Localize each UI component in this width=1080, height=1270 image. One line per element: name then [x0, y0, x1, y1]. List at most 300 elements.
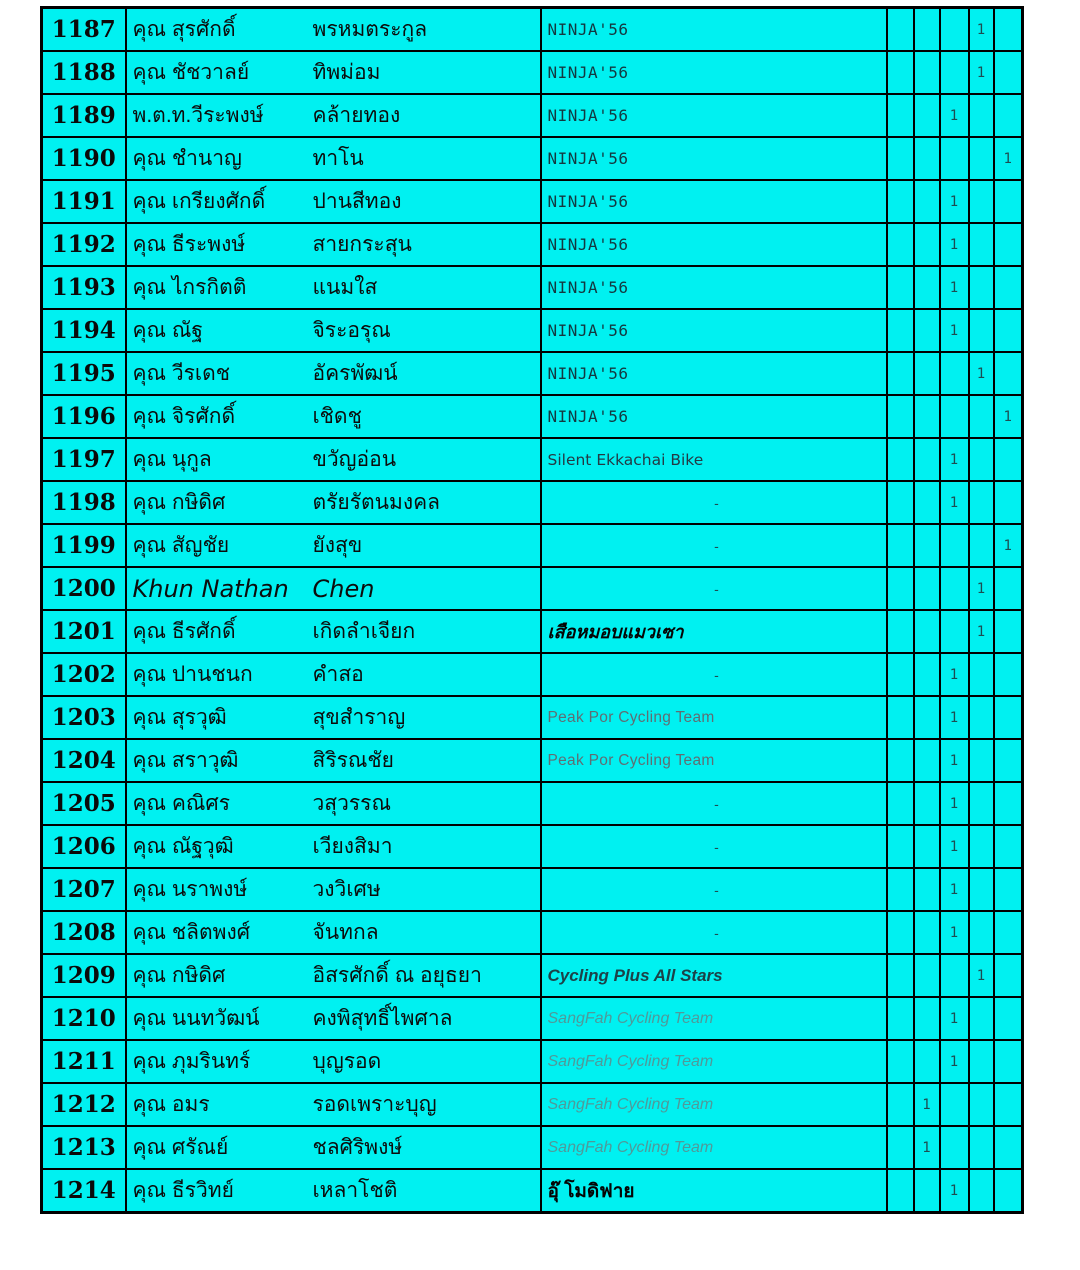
rider-id-cell: 1202 [42, 653, 126, 696]
mark-cell-1 [887, 180, 914, 223]
mark-cell-1 [887, 266, 914, 309]
rider-first-name: คุณ ชัชวาลย์ [132, 61, 250, 84]
mark-cell-1 [887, 137, 914, 180]
team-cell: - [541, 653, 887, 696]
mark-cell-3-marked: 1 [940, 1169, 969, 1213]
rider-name-cell [126, 696, 541, 739]
rider-id-cell: 1214 [42, 1169, 126, 1213]
rider-last-name: รอดเพราะบุญ [312, 1093, 437, 1116]
rider-name-cell [126, 1126, 541, 1169]
mark-cell-2 [914, 137, 940, 180]
rider-first-name: คุณ ภุมรินทร์ [132, 1050, 251, 1073]
mark-cell-5 [994, 266, 1023, 309]
rider-id-cell: 1191 [42, 180, 126, 223]
mark-cell-2 [914, 438, 940, 481]
mark-cell-4 [969, 266, 994, 309]
team-cell: SangFah Cycling Team [541, 1040, 887, 1083]
mark-cell-1 [887, 567, 914, 610]
table-row [42, 997, 1023, 1040]
mark-cell-1 [887, 610, 914, 653]
table-row [42, 137, 1023, 180]
rider-id-cell: 1200 [42, 567, 126, 610]
rider-id-cell: 1213 [42, 1126, 126, 1169]
rider-last-name: เชิดชู [312, 405, 362, 428]
rider-last-name: Chen [312, 574, 375, 603]
mark-cell-2 [914, 481, 940, 524]
rider-id-cell: 1196 [42, 395, 126, 438]
rider-first-name: คุณ ธีรศักดิ์ [132, 620, 236, 643]
team-cell: NINJA'56 [541, 137, 887, 180]
team-cell: SangFah Cycling Team [541, 1083, 887, 1126]
rider-name-cell [126, 825, 541, 868]
mark-cell-1 [887, 868, 914, 911]
rider-last-name: ขวัญอ่อน [312, 448, 397, 471]
mark-cell-4 [969, 481, 994, 524]
rider-last-name: เวียงสิมา [312, 835, 393, 858]
table-row [42, 352, 1023, 395]
team-cell: NINJA'56 [541, 352, 887, 395]
rider-name-cell [126, 395, 541, 438]
mark-cell-4 [969, 94, 994, 137]
rider-name-cell [126, 653, 541, 696]
mark-cell-4 [969, 696, 994, 739]
mark-cell-4 [969, 137, 994, 180]
mark-cell-4 [969, 223, 994, 266]
mark-cell-2 [914, 1169, 940, 1213]
mark-cell-2 [914, 954, 940, 997]
rider-last-name: ทาโน [312, 147, 364, 170]
mark-cell-4-marked: 1 [969, 610, 994, 653]
mark-cell-5 [994, 180, 1023, 223]
mark-cell-4-marked: 1 [969, 51, 994, 94]
mark-cell-2-marked: 1 [914, 1126, 940, 1169]
rider-first-name: คุณ สุรศักดิ์ [132, 18, 236, 41]
table-row [42, 481, 1023, 524]
mark-cell-5 [994, 739, 1023, 782]
mark-cell-2 [914, 911, 940, 954]
mark-cell-1 [887, 8, 914, 52]
rider-name-cell [126, 997, 541, 1040]
team-cell: SangFah Cycling Team [541, 997, 887, 1040]
rider-name-cell [126, 1083, 541, 1126]
team-cell: - [541, 868, 887, 911]
rider-id-cell: 1210 [42, 997, 126, 1040]
mark-cell-3-marked: 1 [940, 309, 969, 352]
mark-cell-2 [914, 739, 940, 782]
mark-cell-5 [994, 954, 1023, 997]
rider-name-cell [126, 481, 541, 524]
table-row [42, 696, 1023, 739]
rider-first-name: คุณ ชำนาญ [132, 147, 242, 170]
mark-cell-4 [969, 395, 994, 438]
mark-cell-5 [994, 825, 1023, 868]
rider-first-name: คุณ ณัฐวุฒิ [132, 835, 234, 858]
mark-cell-5 [994, 696, 1023, 739]
team-cell: NINJA'56 [541, 266, 887, 309]
mark-cell-5 [994, 352, 1023, 395]
rider-name-cell [126, 266, 541, 309]
rider-name-cell [126, 739, 541, 782]
rider-name-cell [126, 782, 541, 825]
mark-cell-4 [969, 1169, 994, 1213]
mark-cell-5 [994, 309, 1023, 352]
table-row [42, 524, 1023, 567]
table-row [42, 8, 1023, 52]
rider-id-cell: 1198 [42, 481, 126, 524]
rider-first-name: คุณ จิรศักดิ์ [132, 405, 236, 428]
mark-cell-4 [969, 180, 994, 223]
mark-cell-3 [940, 567, 969, 610]
table-row [42, 309, 1023, 352]
rider-first-name: Khun Nathan [132, 574, 289, 603]
mark-cell-5 [994, 997, 1023, 1040]
team-cell: - [541, 567, 887, 610]
team-cell: - [541, 825, 887, 868]
mark-cell-3-marked: 1 [940, 696, 969, 739]
mark-cell-3 [940, 1126, 969, 1169]
rider-first-name: คุณ ศรัณย์ [132, 1136, 229, 1159]
rider-name-cell [126, 8, 541, 52]
table-row [42, 739, 1023, 782]
mark-cell-4 [969, 868, 994, 911]
rider-last-name: อัครพัฒน์ [312, 362, 398, 385]
rider-first-name: คุณ กษิดิศ [132, 964, 226, 987]
rider-id-cell: 1208 [42, 911, 126, 954]
table-row [42, 911, 1023, 954]
table-row [42, 1126, 1023, 1169]
mark-cell-1 [887, 696, 914, 739]
mark-cell-2 [914, 1040, 940, 1083]
rider-last-name: พรหมตระกูล [312, 18, 428, 41]
rider-last-name: ปานสีทอง [312, 190, 402, 213]
table-row [42, 223, 1023, 266]
mark-cell-4 [969, 1126, 994, 1169]
table-row [42, 266, 1023, 309]
mark-cell-1 [887, 997, 914, 1040]
rider-id-cell: 1195 [42, 352, 126, 395]
mark-cell-4-marked: 1 [969, 567, 994, 610]
rider-last-name: จิระอรุณ [312, 319, 391, 342]
mark-cell-2 [914, 395, 940, 438]
mark-cell-3-marked: 1 [940, 782, 969, 825]
rider-name-cell [126, 610, 541, 653]
mark-cell-5-marked: 1 [994, 137, 1023, 180]
rider-id-cell: 1194 [42, 309, 126, 352]
rider-name-cell [126, 180, 541, 223]
mark-cell-4 [969, 739, 994, 782]
team-cell: - [541, 524, 887, 567]
rider-first-name: คุณ อมร [132, 1093, 210, 1116]
mark-cell-3 [940, 954, 969, 997]
mark-cell-2 [914, 782, 940, 825]
rider-name-cell [126, 954, 541, 997]
rider-id-cell: 1205 [42, 782, 126, 825]
mark-cell-4 [969, 1040, 994, 1083]
mark-cell-3-marked: 1 [940, 911, 969, 954]
rider-name-cell [126, 137, 541, 180]
mark-cell-4-marked: 1 [969, 8, 994, 52]
rider-id-cell: 1192 [42, 223, 126, 266]
rider-id-cell: 1203 [42, 696, 126, 739]
rider-last-name: ยังสุข [312, 534, 363, 557]
team-cell: SangFah Cycling Team [541, 1126, 887, 1169]
rider-first-name: คุณ วีรเดช [132, 362, 231, 385]
rider-name-cell [126, 309, 541, 352]
mark-cell-3-marked: 1 [940, 868, 969, 911]
roster-table [40, 6, 1024, 1214]
mark-cell-4 [969, 309, 994, 352]
team-cell: Cycling Plus All Stars [541, 954, 887, 997]
table-row [42, 567, 1023, 610]
mark-cell-4 [969, 438, 994, 481]
mark-cell-5 [994, 94, 1023, 137]
mark-cell-2 [914, 825, 940, 868]
mark-cell-3-marked: 1 [940, 1040, 969, 1083]
rider-name-cell [126, 567, 541, 610]
table-row [42, 51, 1023, 94]
rider-id-cell: 1187 [42, 8, 126, 52]
rider-id-cell: 1207 [42, 868, 126, 911]
mark-cell-4 [969, 782, 994, 825]
rider-last-name: บุญรอด [312, 1050, 382, 1073]
rider-name-cell [126, 868, 541, 911]
rider-last-name: อิสรศักดิ์ ณ อยุธยา [312, 964, 482, 987]
rider-first-name: คุณ นราพงษ์ [132, 878, 248, 901]
team-cell: NINJA'56 [541, 395, 887, 438]
table-row [42, 1169, 1023, 1213]
mark-cell-4 [969, 653, 994, 696]
mark-cell-3-marked: 1 [940, 825, 969, 868]
mark-cell-5 [994, 567, 1023, 610]
mark-cell-2 [914, 180, 940, 223]
mark-cell-5 [994, 1169, 1023, 1213]
mark-cell-1 [887, 653, 914, 696]
table-row [42, 868, 1023, 911]
mark-cell-5 [994, 8, 1023, 52]
rider-name-cell [126, 911, 541, 954]
mark-cell-1 [887, 309, 914, 352]
mark-cell-2 [914, 997, 940, 1040]
mark-cell-2 [914, 567, 940, 610]
mark-cell-2 [914, 223, 940, 266]
rider-last-name: วสุวรรณ [312, 792, 391, 815]
team-cell: NINJA'56 [541, 94, 887, 137]
rider-first-name: คุณ เกรียงศักดิ์ [132, 190, 266, 213]
rider-last-name: ทิพม่อม [312, 61, 381, 84]
rider-last-name: จันทกล [312, 921, 379, 944]
team-cell: Peak Por Cycling Team [541, 739, 887, 782]
mark-cell-1 [887, 524, 914, 567]
table-row [42, 180, 1023, 223]
rider-name-cell [126, 352, 541, 395]
rider-last-name: คงพิสุทธิ์ไพศาล [312, 1007, 453, 1030]
mark-cell-1 [887, 481, 914, 524]
mark-cell-5 [994, 223, 1023, 266]
rider-id-cell: 1209 [42, 954, 126, 997]
team-cell: Silent Ekkachai Bike [541, 438, 887, 481]
rider-last-name: สายกระสุน [312, 233, 412, 256]
rider-first-name: พ.ต.ท.วีระพงษ์ [132, 104, 264, 127]
team-cell: - [541, 782, 887, 825]
mark-cell-5 [994, 782, 1023, 825]
rider-id-cell: 1201 [42, 610, 126, 653]
mark-cell-4 [969, 1083, 994, 1126]
mark-cell-3 [940, 395, 969, 438]
mark-cell-2 [914, 352, 940, 395]
mark-cell-5 [994, 868, 1023, 911]
mark-cell-2-marked: 1 [914, 1083, 940, 1126]
rider-id-cell: 1204 [42, 739, 126, 782]
roster-table-body [42, 8, 1023, 1213]
mark-cell-2 [914, 8, 940, 52]
mark-cell-1 [887, 911, 914, 954]
rider-id-cell: 1212 [42, 1083, 126, 1126]
rider-name-cell [126, 1169, 541, 1213]
team-cell: เสือหมอบแมวเซา [541, 610, 887, 653]
mark-cell-3-marked: 1 [940, 94, 969, 137]
mark-cell-3-marked: 1 [940, 481, 969, 524]
mark-cell-5 [994, 610, 1023, 653]
mark-cell-5 [994, 653, 1023, 696]
rider-name-cell [126, 223, 541, 266]
mark-cell-4 [969, 825, 994, 868]
mark-cell-1 [887, 782, 914, 825]
mark-cell-3 [940, 51, 969, 94]
team-cell: NINJA'56 [541, 223, 887, 266]
rider-last-name: คำสอ [312, 663, 364, 686]
mark-cell-2 [914, 696, 940, 739]
table-row [42, 94, 1023, 137]
rider-first-name: คุณ ณัฐ [132, 319, 203, 342]
mark-cell-5 [994, 1083, 1023, 1126]
mark-cell-3-marked: 1 [940, 653, 969, 696]
mark-cell-2 [914, 266, 940, 309]
mark-cell-4 [969, 911, 994, 954]
roster-sheet [40, 6, 1024, 1214]
rider-id-cell: 1190 [42, 137, 126, 180]
mark-cell-1 [887, 352, 914, 395]
team-cell: - [541, 911, 887, 954]
rider-name-cell [126, 51, 541, 94]
rider-last-name: สิริรณชัย [312, 749, 394, 772]
rider-name-cell [126, 524, 541, 567]
rider-name-cell [126, 1040, 541, 1083]
mark-cell-1 [887, 94, 914, 137]
rider-id-cell: 1211 [42, 1040, 126, 1083]
mark-cell-2 [914, 94, 940, 137]
rider-id-cell: 1206 [42, 825, 126, 868]
rider-name-cell [126, 94, 541, 137]
mark-cell-1 [887, 1083, 914, 1126]
mark-cell-3 [940, 1083, 969, 1126]
mark-cell-1 [887, 223, 914, 266]
mark-cell-3-marked: 1 [940, 180, 969, 223]
mark-cell-5-marked: 1 [994, 395, 1023, 438]
team-cell: - [541, 481, 887, 524]
mark-cell-5 [994, 1040, 1023, 1083]
mark-cell-5-marked: 1 [994, 524, 1023, 567]
team-cell: NINJA'56 [541, 51, 887, 94]
team-cell: NINJA'56 [541, 180, 887, 223]
table-row [42, 438, 1023, 481]
rider-id-cell: 1193 [42, 266, 126, 309]
rider-last-name: สุขสำราญ [312, 706, 406, 729]
rider-first-name: คุณ ธีระพงษ์ [132, 233, 246, 256]
mark-cell-1 [887, 1169, 914, 1213]
rider-first-name: คุณ ธีรวิทย์ [132, 1179, 234, 1202]
mark-cell-3 [940, 137, 969, 180]
rider-id-cell: 1197 [42, 438, 126, 481]
mark-cell-4 [969, 524, 994, 567]
mark-cell-3-marked: 1 [940, 266, 969, 309]
mark-cell-4-marked: 1 [969, 954, 994, 997]
rider-first-name: คุณ ไกรกิตติ [132, 276, 247, 299]
rider-id-cell: 1199 [42, 524, 126, 567]
rider-first-name: คุณ ปานชนก [132, 663, 253, 686]
rider-last-name: เหลาโชติ [312, 1179, 398, 1202]
mark-cell-3-marked: 1 [940, 997, 969, 1040]
rider-first-name: คุณ นุกูล [132, 448, 212, 471]
mark-cell-5 [994, 438, 1023, 481]
mark-cell-1 [887, 1040, 914, 1083]
table-row [42, 395, 1023, 438]
rider-last-name: แนมใส [312, 276, 378, 299]
rider-first-name: คุณ สัญชัย [132, 534, 230, 557]
mark-cell-1 [887, 739, 914, 782]
rider-id-cell: 1188 [42, 51, 126, 94]
mark-cell-2 [914, 309, 940, 352]
mark-cell-3-marked: 1 [940, 739, 969, 782]
table-row [42, 610, 1023, 653]
table-row [42, 653, 1023, 696]
team-cell: NINJA'56 [541, 309, 887, 352]
mark-cell-3 [940, 352, 969, 395]
mark-cell-1 [887, 825, 914, 868]
table-row [42, 782, 1023, 825]
mark-cell-3 [940, 524, 969, 567]
team-cell: NINJA'56 [541, 8, 887, 52]
mark-cell-4-marked: 1 [969, 352, 994, 395]
mark-cell-2 [914, 868, 940, 911]
mark-cell-4 [969, 997, 994, 1040]
rider-last-name: คล้ายทอง [312, 104, 401, 127]
rider-first-name: คุณ ชลิตพงศ์ [132, 921, 251, 944]
mark-cell-2 [914, 610, 940, 653]
team-cell: อุ๊ โมดิฟาย [541, 1169, 887, 1213]
mark-cell-5 [994, 911, 1023, 954]
rider-first-name: คุณ กษิดิศ [132, 491, 226, 514]
rider-last-name: ชลศิริพงษ์ [312, 1136, 403, 1159]
mark-cell-2 [914, 524, 940, 567]
table-row [42, 1083, 1023, 1126]
mark-cell-2 [914, 653, 940, 696]
mark-cell-2 [914, 51, 940, 94]
rider-first-name: คุณ สุรวุฒิ [132, 706, 227, 729]
mark-cell-1 [887, 1126, 914, 1169]
mark-cell-5 [994, 481, 1023, 524]
rider-last-name: ตรัยรัตนมงคล [312, 491, 441, 514]
mark-cell-3 [940, 8, 969, 52]
mark-cell-1 [887, 438, 914, 481]
rider-first-name: คุณ คณิศร [132, 792, 231, 815]
mark-cell-3-marked: 1 [940, 438, 969, 481]
rider-id-cell: 1189 [42, 94, 126, 137]
table-row [42, 1040, 1023, 1083]
mark-cell-3 [940, 610, 969, 653]
table-row [42, 954, 1023, 997]
mark-cell-5 [994, 1126, 1023, 1169]
mark-cell-1 [887, 954, 914, 997]
